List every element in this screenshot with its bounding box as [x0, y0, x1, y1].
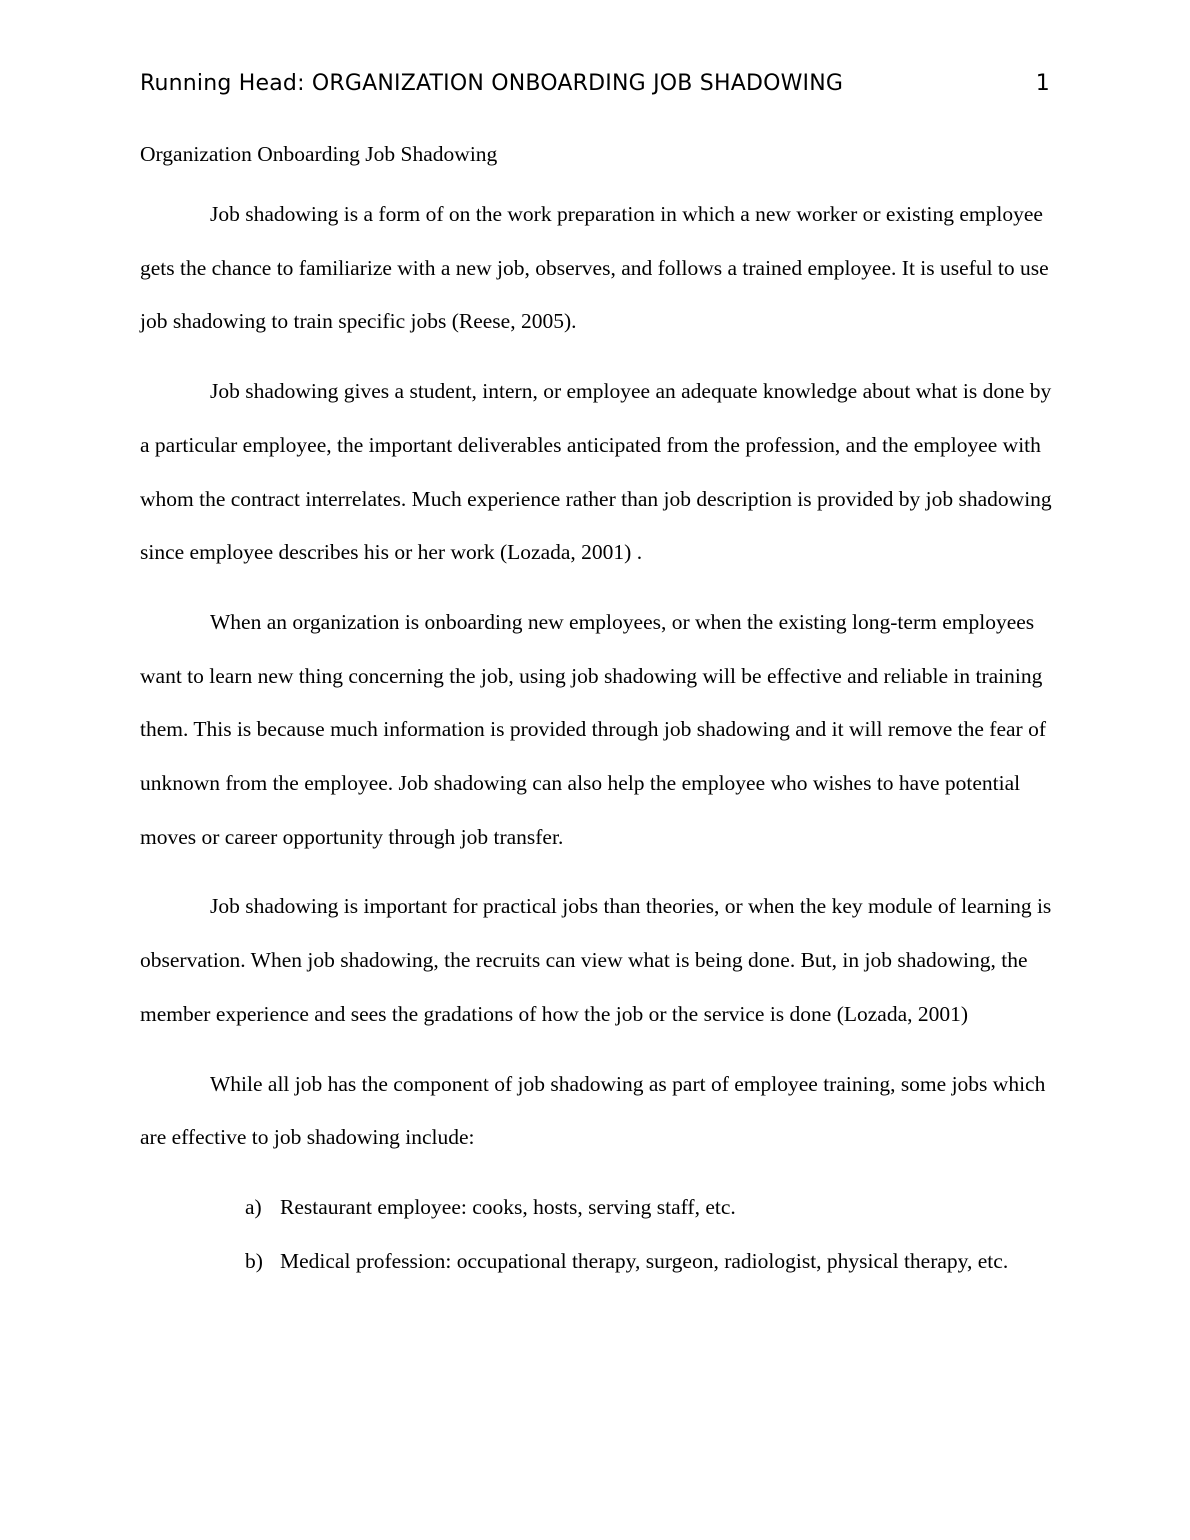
list-item [140, 1181, 1052, 1235]
document-title: Organization Onboarding Job Shadowing [140, 142, 498, 166]
page-header [140, 68, 1050, 100]
list-marker: b) [245, 1248, 263, 1273]
list-item [140, 1235, 1052, 1289]
job-list [140, 1181, 1052, 1288]
running-head: Running Head: ORGANIZATION ONBOARDING JOB SHADOWING [140, 71, 844, 96]
paragraph: Job shadowing is a form of on the work preparation in which a new worker or existing employee gets the chance to familiarize with a new job, observes, and follows a trained employee. It is useful to use job shadowing to train specific jobs (Reese, 2005). [140, 202, 1049, 334]
list-item-text: Medical profession: occupational therapy, surgeon, radiologist, physical therapy, etc. [280, 1248, 1009, 1273]
paragraph: When an organization is onboarding new employees, or when the existing long-term employees want to learn new thing concerning the job, using job shadowing will be effective and reliable in training them. This is because much information is provided through job shadowing and it will remove the fear of unknown from the employee. Job shadowing can also help the employee who wishes to have potential moves or career opportunity through job transfer. [140, 609, 1046, 849]
page-number: 1 [1035, 71, 1050, 96]
list-item-text: Restaurant employee: cooks, hosts, serving staff, etc. [280, 1194, 736, 1219]
paragraph: While all job has the component of job shadowing as part of employee training, some jobs which are effective to job shadowing include: [140, 1071, 1046, 1150]
paragraph: Job shadowing is important for practical jobs than theories, or when the key module of learning is observation. When job shadowing, the recruits can view what is being done. But, in job shadowing, the member experience and sees the gradations of how the job or the service is done (Lozada, 2001) [140, 894, 1052, 1026]
list-marker: a) [245, 1194, 262, 1219]
document-body [140, 136, 1052, 1288]
paragraph: Job shadowing gives a student, intern, or employee an adequate knowledge about what is done by a particular employee, the important deliverables anticipated from the profession, and the employee with whom the contract interrelates. Much experience rather than job description is provided by job shadowing since employee describes his or her work (Lozada, 2001) . [140, 379, 1052, 565]
